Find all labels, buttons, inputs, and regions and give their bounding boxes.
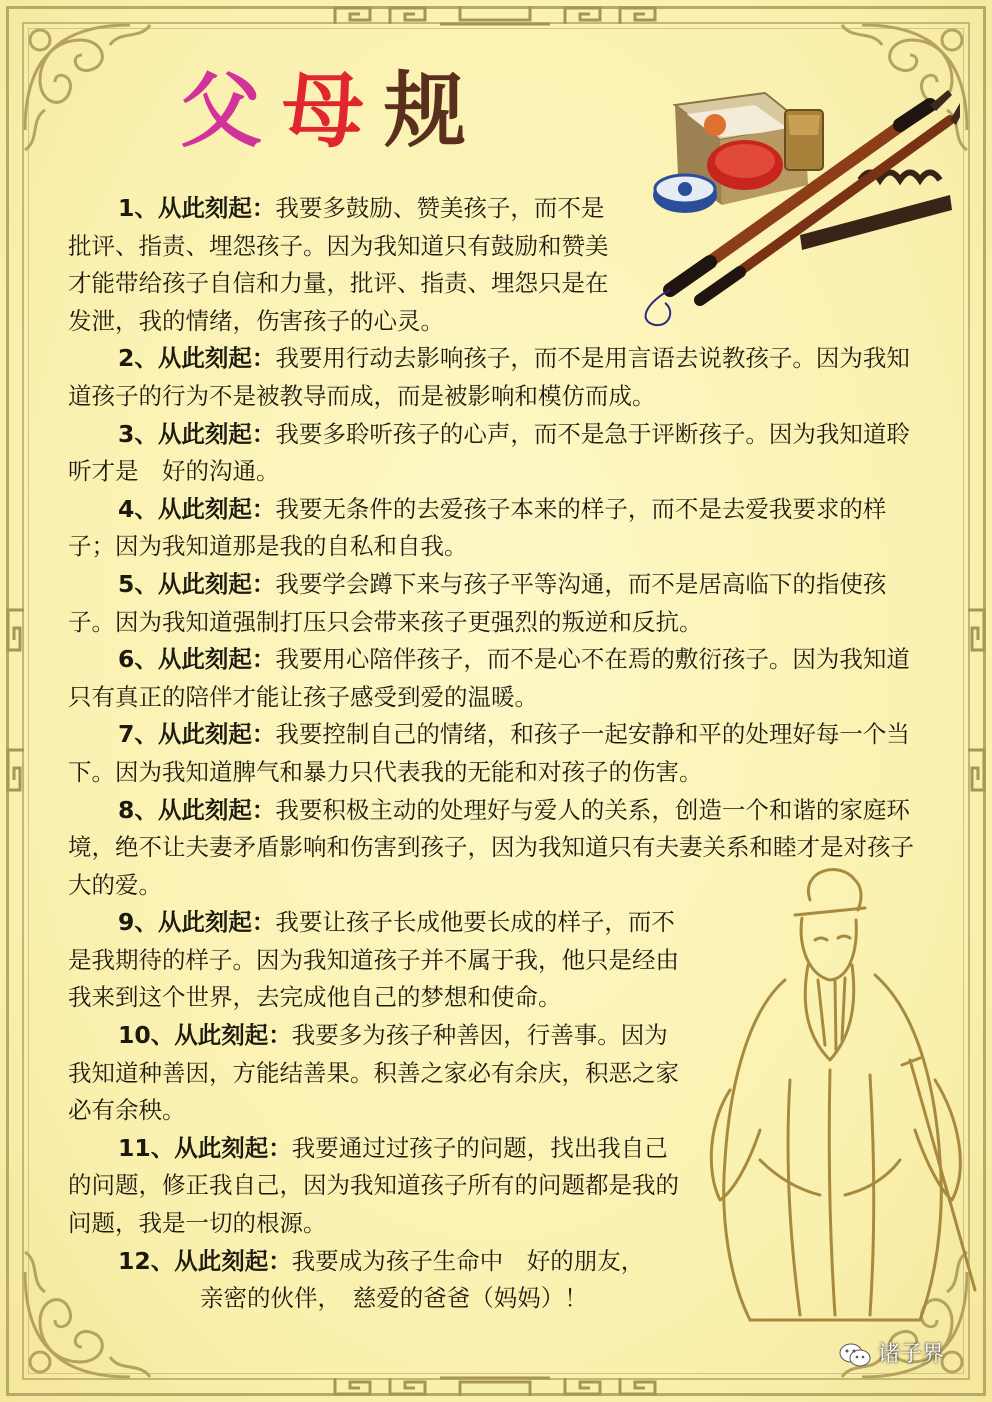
title-char-1: 父 <box>180 64 283 159</box>
rule-lead: 2、从此刻起： <box>118 344 276 373</box>
rule-text: 我要多聆听孩子的心声，而不是急于评断孩子。因为我知道聆听才是 好的沟通。 <box>68 419 910 486</box>
rule-lead: 3、从此刻起： <box>118 419 276 448</box>
watermark <box>838 1340 944 1370</box>
rule-lead: 6、从此刻起： <box>118 645 276 674</box>
wechat-icon <box>838 1342 872 1368</box>
rule-item-2 <box>68 340 920 415</box>
rule-item-8 <box>68 792 938 905</box>
watermark-label: 诸子界 <box>878 1342 945 1367</box>
bottom-fret-ornament <box>330 1374 660 1402</box>
rule-text: 我要积极主动的处理好与爱人的关系，创造一个和谐的家庭环境，绝不让夫妻矛盾影响和伤害到孩子，因为我知道只有夫妻关系和睦才是对孩子 大的爱。 <box>68 795 938 899</box>
rule-lead: 9、从此刻起： <box>118 908 276 937</box>
top-fret-ornament <box>330 0 660 30</box>
rule-item-12-line2: 亲密的伙伴， 慈爱的爸爸（妈妈）！ <box>200 1284 588 1313</box>
rule-text: 我要控制自己的情绪，和孩子一起安静和平的处理好每一个当下。因为我知道脾气和暴力只代表我的无能和对孩子的伤害。 <box>68 720 910 786</box>
page-title <box>180 62 486 162</box>
rule-text: 我要让孩子长成他要长成的样子，而不是我期待的样子。因为我知道孩子并不属于我，他只是经由我来到这个世界，去完成他自己的梦想和使命。 <box>68 908 679 1012</box>
rule-lead: 4、从此刻起： <box>118 494 276 523</box>
rule-lead: 1、从此刻起： <box>118 194 276 222</box>
rule-item-12 <box>68 1243 688 1281</box>
title-char-2: 母 <box>282 64 385 159</box>
rule-lead: 8、从此刻起： <box>118 795 276 824</box>
rule-text: 我要通过过孩子的问题，找出我自己的问题，修正我自己，因为我知道孩子所有的问题都是我的问题，我是一切的根源。 <box>68 1133 679 1238</box>
rules-list <box>68 190 938 1318</box>
rule-item-11 <box>68 1130 688 1243</box>
rule-lead: 11、从此刻起： <box>118 1133 292 1162</box>
rule-item-5 <box>68 566 920 641</box>
rule-text: 我要无条件的去爱孩子本来的样子，而不是去爱我要求的样子；因为我知道那是我的自私和自我。 <box>68 494 887 561</box>
rule-text: 我要成为孩子生命中 好的朋友， <box>291 1246 645 1275</box>
rule-text: 我要多鼓励、赞美孩子，而不是批评、指责、埋怨孩子。因为我知道只有鼓励和赞美才能带给孩子自信和力量，批评、指责、埋怨只是在发泄，我的情绪，伤害孩子的心灵。 <box>68 194 609 335</box>
rule-item-3 <box>68 416 920 491</box>
rule-item-1 <box>68 190 613 340</box>
rule-text: 我要多为孩子种善因，行善事。因为我知道种善因，方能结善果。积善之家必有余庆，积恶之家必有余秧。 <box>68 1021 679 1125</box>
rule-item-10 <box>68 1017 688 1130</box>
right-fret-ornament <box>964 600 992 800</box>
rule-lead: 10、从此刻起： <box>118 1021 292 1050</box>
left-fret-ornament <box>0 600 28 800</box>
rule-item-4 <box>68 491 920 566</box>
corner-ornament-top-left <box>10 10 160 160</box>
rule-lead: 5、从此刻起： <box>118 569 276 598</box>
rule-item-6 <box>68 641 920 716</box>
rule-lead: 7、从此刻起： <box>118 720 276 749</box>
rule-item-9 <box>68 904 688 1017</box>
rule-text: 我要用心陪伴孩子，而不是心不在焉的敷衍孩子。因为我知道只有真正的陪伴才能让孩子感受到爱的温暖。 <box>68 645 910 711</box>
rule-item-7 <box>68 716 920 791</box>
rule-text: 我要学会蹲下来与孩子平等沟通，而不是居高临下的指使孩子。因为我知道强制打压只会带来孩子更强烈的叛逆和反抗。 <box>68 569 887 636</box>
title-char-3: 规 <box>384 64 487 159</box>
rule-text: 我要用行动去影响孩子，而不是用言语去说教孩子。因为我知道孩子的行为不是被教导而成，而是被影响和模仿而成。 <box>68 344 910 410</box>
rule-lead: 12、从此刻起： <box>118 1246 292 1275</box>
